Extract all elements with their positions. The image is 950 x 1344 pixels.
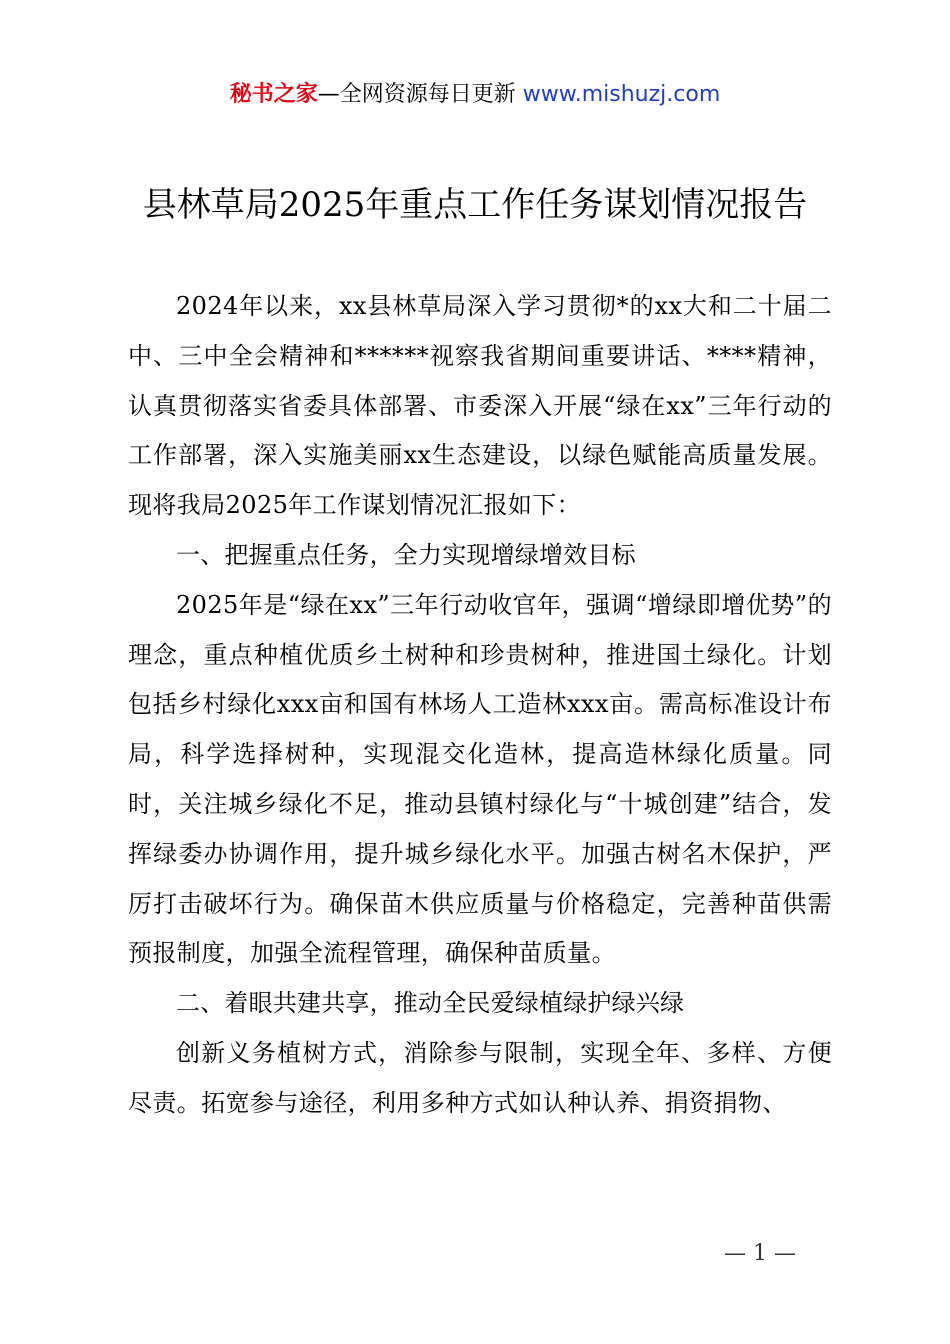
section-1-heading: 一、把握重点任务，全力实现增绿增效目标 [176, 540, 636, 569]
site-banner [0, 78, 950, 112]
site-brand: 秘书之家 [229, 82, 318, 107]
section-2-heading: 二、着眼共建共享，推动全民爱绿植绿护绿兴绿 [176, 989, 685, 1018]
intro-paragraph: 2024年以来，xx县林草局深入学习贯彻*的xx大和二十届二中、三中全会精神和******视察我省期间重要讲话、****精神，认真贯彻落实省委具体部署、市委深入开展“绿在xx”三年行动的工作部署，深入实施美丽xx生态建设，以绿色赋能高质量发展。现将我局2025年工作谋划情况汇报如下： [128, 292, 832, 520]
document-body [128, 282, 832, 1129]
document-title: 县林草局2025年重点工作任务谋划情况报告 [142, 185, 808, 225]
page-number: — 1 — [724, 1241, 796, 1266]
site-url-link[interactable]: www.mishuzj.com [522, 82, 721, 107]
section-2-paragraph: 创新义务植树方式，消除参与限制，实现全年、多样、方便尽责。拓宽参与途径，利用多种方式如认种认养、捐资捐物、 [128, 1038, 832, 1117]
section-1-paragraph: 2025年是“绿在xx”三年行动收官年，强调“增绿即增优势”的理念，重点种植优质乡土树种和珍贵树种，推进国土绿化。计划包括乡村绿化xxx亩和国有林场人工造林xxx亩。需高标准设计布局，科学选择树种，实现混交化造林，提高造林绿化质量。同时，关注城乡绿化不足，推动县镇村绿化与“十城创建”结合，发挥绿委办协调作用，提升城乡绿化水平。加强古树名木保护，严厉打击破坏行为。确保苗木供应质量与价格稳定，完善种苗供需预报制度，加强全流程管理，确保种苗质量。 [128, 590, 832, 968]
site-tagline: —全网资源每日更新 [317, 82, 523, 107]
